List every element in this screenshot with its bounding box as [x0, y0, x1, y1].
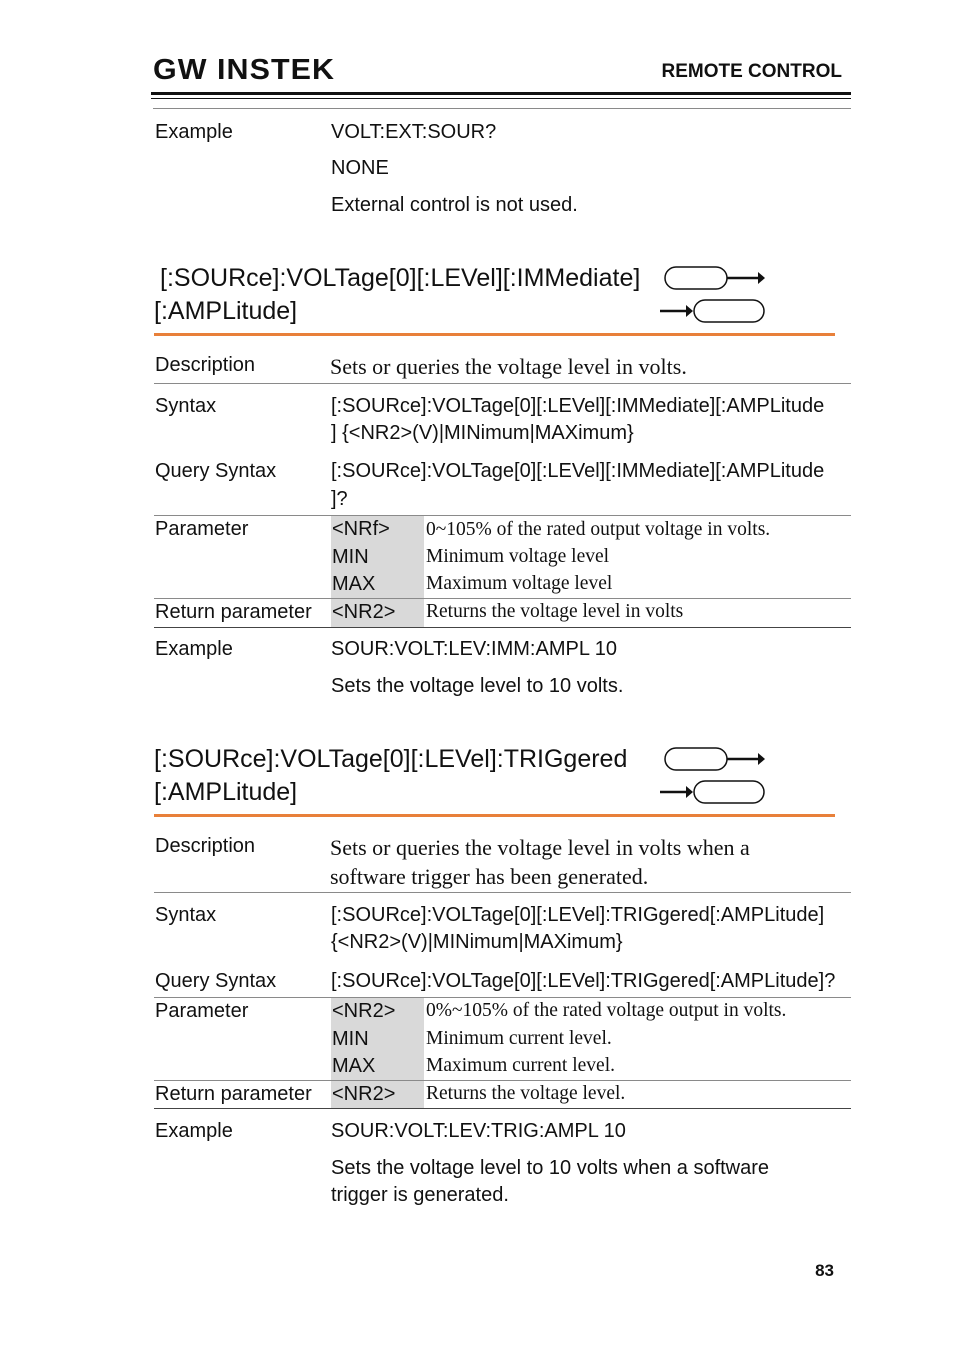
command-title: [:SOURce]:VOLTage[0][:LEVel]:TRIGgered — [154, 745, 628, 773]
divider — [154, 383, 851, 384]
syntax-label: Syntax — [155, 904, 217, 926]
return-code: <NR2> — [332, 1083, 396, 1105]
query-icon — [658, 778, 768, 806]
section-rule — [154, 333, 835, 336]
divider — [154, 1108, 851, 1109]
return-parameter-label: Return parameter — [155, 601, 312, 623]
divider — [154, 892, 851, 893]
description-text: Sets or queries the voltage level in volts when a — [330, 835, 750, 860]
example-label: Example — [155, 638, 233, 660]
query-syntax-label: Query Syntax — [155, 460, 277, 482]
example-label: Example — [155, 1120, 233, 1142]
example-command: SOUR:VOLT:LEV:TRIG:AMPL 10 — [331, 1120, 626, 1142]
syntax-text: [:SOURce]:VOLTage[0][:LEVel]:TRIGgered[:AMPLitude] — [331, 904, 825, 926]
set-icon — [662, 264, 766, 292]
syntax-text-cont: {<NR2>(V)|MINimum|MAXimum} — [331, 931, 623, 953]
return-desc: Returns the voltage level. — [426, 1083, 626, 1104]
parameter-code: MAX — [332, 573, 376, 595]
set-icon — [662, 745, 766, 773]
example-command: SOUR:VOLT:LEV:IMM:AMPL 10 — [331, 638, 618, 660]
parameter-desc: Minimum voltage level — [426, 546, 610, 567]
query-syntax-label: Query Syntax — [155, 970, 277, 992]
example-command: VOLT:EXT:SOUR? — [331, 121, 497, 143]
parameter-code: MAX — [332, 1055, 376, 1077]
page-number: 83 — [815, 1261, 834, 1280]
description-text-cont: software trigger has been generated. — [330, 864, 649, 889]
syntax-text-cont: ] {<NR2>(V)|MINimum|MAXimum} — [331, 422, 634, 444]
syntax-label: Syntax — [155, 395, 217, 417]
section-title: REMOTE CONTROL — [661, 61, 842, 82]
section-rule — [154, 814, 835, 817]
parameter-code: MIN — [332, 546, 369, 568]
header-rule-thick — [151, 92, 851, 95]
command-title: [:SOURce]:VOLTage[0][:LEVel][:IMMediate] — [160, 264, 641, 292]
parameter-desc: Minimum current level. — [426, 1028, 612, 1049]
parameter-code: <NRf> — [332, 518, 390, 540]
command-title-cont: [:AMPLitude] — [154, 778, 298, 806]
header-rule-thin — [151, 98, 851, 99]
example-label: Example — [155, 121, 233, 143]
example-note: Sets the voltage level to 10 volts. — [331, 675, 624, 697]
return-desc: Returns the voltage level in volts — [426, 601, 684, 622]
parameter-desc: Maximum voltage level — [426, 573, 613, 594]
parameter-label: Parameter — [155, 518, 249, 540]
divider — [153, 108, 851, 109]
description-label: Description — [155, 354, 256, 376]
example-note: External control is not used. — [331, 194, 578, 216]
example-note-cont: trigger is generated. — [331, 1184, 509, 1206]
parameter-label: Parameter — [155, 1000, 249, 1022]
command-title-cont: [:AMPLitude] — [154, 297, 298, 325]
parameter-code: <NR2> — [332, 1000, 396, 1022]
example-note: Sets the voltage level to 10 volts when a software — [331, 1157, 770, 1179]
query-syntax-text-cont: ]? — [331, 488, 348, 510]
syntax-text: [:SOURce]:VOLTage[0][:LEVel][:IMMediate][:AMPLitude — [331, 395, 825, 417]
query-syntax-text: [:SOURce]:VOLTage[0][:LEVel]:TRIGgered[:AMPLitude]? — [331, 970, 836, 992]
description-text: Sets or queries the voltage level in volts. — [330, 354, 687, 379]
description-label: Description — [155, 835, 256, 857]
parameter-desc: Maximum current level. — [426, 1055, 615, 1076]
divider — [154, 627, 851, 628]
parameter-desc: 0%~105% of the rated voltage output in volts. — [426, 1000, 787, 1021]
gw-instek-logo: GW INSTEK — [153, 54, 336, 86]
return-parameter-label: Return parameter — [155, 1083, 312, 1105]
return-code: <NR2> — [332, 601, 396, 623]
parameter-desc: 0~105% of the rated output voltage in volts. — [426, 519, 771, 540]
parameter-code: MIN — [332, 1028, 369, 1050]
query-icon — [658, 297, 768, 325]
example-response: NONE — [331, 157, 389, 179]
query-syntax-text: [:SOURce]:VOLTage[0][:LEVel][:IMMediate][:AMPLitude — [331, 460, 825, 482]
